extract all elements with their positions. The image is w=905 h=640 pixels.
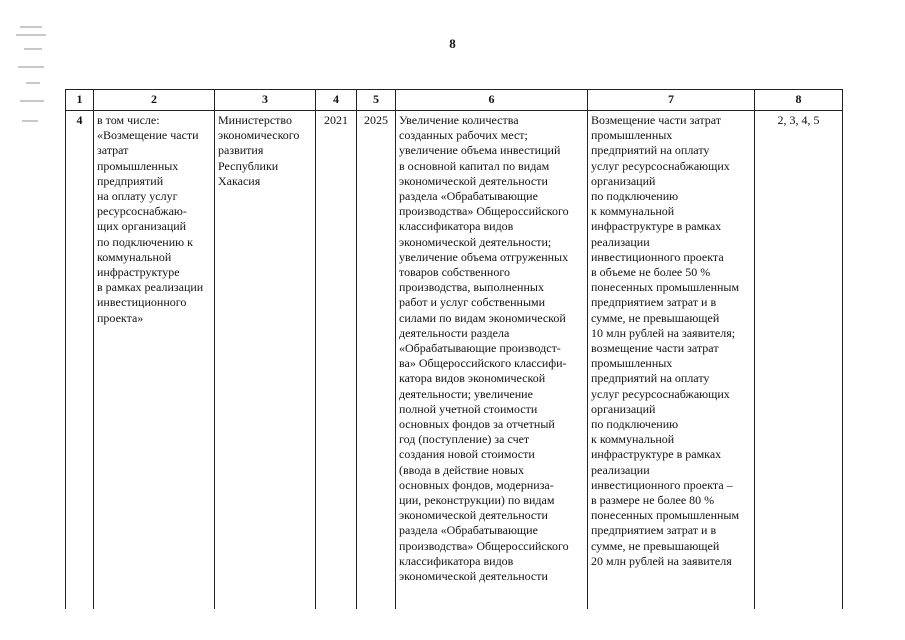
page-number: 8 bbox=[449, 36, 456, 51]
program-table bbox=[65, 89, 843, 609]
column-header: 6 bbox=[396, 90, 588, 111]
header-row bbox=[66, 90, 843, 111]
column-header: 7 bbox=[588, 90, 755, 111]
column-header: 8 bbox=[755, 90, 843, 111]
column-header: 5 bbox=[357, 90, 396, 111]
executor-cell: Министерство экономического развития Республики Хакасия bbox=[215, 111, 316, 610]
start-year-cell: 2021 bbox=[316, 111, 357, 610]
row-number: 4 bbox=[66, 111, 94, 610]
description-cell: Возмещение части затрат промышленных предприятий на оплату услуг ресурсоснабжающих организаций по подключению к коммунальной инфраструктуре в рамках реализации инвестиционного проекта в объеме не более 50 % понесенных промышленным предприятием затрат и в сумме, не превышающей 10 млн рублей на заявителя; возмещение части затрат промышленных предприятий на оплату услуг ресурсоснабжающих организаций по подключению к коммунальной инфраструктуре в рамках реализации инвестиционного проекта – в размере не более 80 % понесенных промышленным предприятием затрат и в сумме, не превышающей 20 млн рублей на заявителя bbox=[588, 111, 755, 610]
end-year-cell: 2025 bbox=[357, 111, 396, 610]
measure-name-cell: в том числе: «Возмещение части затрат промышленных предприятий на оплату услуг ресурсоснабжаю- щих организаций по подключению к коммунальной инфраструктуре в рамках реализации инвестиционного проекта» bbox=[94, 111, 215, 610]
column-header: 4 bbox=[316, 90, 357, 111]
indicator-links-cell: 2, 3, 4, 5 bbox=[755, 111, 843, 610]
column-header: 3 bbox=[215, 90, 316, 111]
expected-results-cell: Увеличение количества созданных рабочих мест; увеличение объема инвестиций в основной капитал по видам экономической деятельности раздела «Обрабатывающие производства» Общероссийского классификатора видов экономической деятельности; увеличение объема отгруженных товаров собственного производства, выполненных работ и услуг собственными силами по видам экономической деятельности раздела «Обрабатывающие производст- ва» Общероссийского классифи- катора видов экономической деятельности; увеличение полной учетной стоимости основных фондов за отчетный год (поступление) за счет создания новой стоимости (ввода в действие новых основных фондов, модерниза- ции, реконструкции) по видам экономической деятельности раздела «Обрабатывающие производства» Общероссийского классификатора видов экономической деятельности bbox=[396, 111, 588, 610]
column-header: 2 bbox=[94, 90, 215, 111]
column-header: 1 bbox=[66, 90, 94, 111]
table-row bbox=[66, 111, 843, 610]
